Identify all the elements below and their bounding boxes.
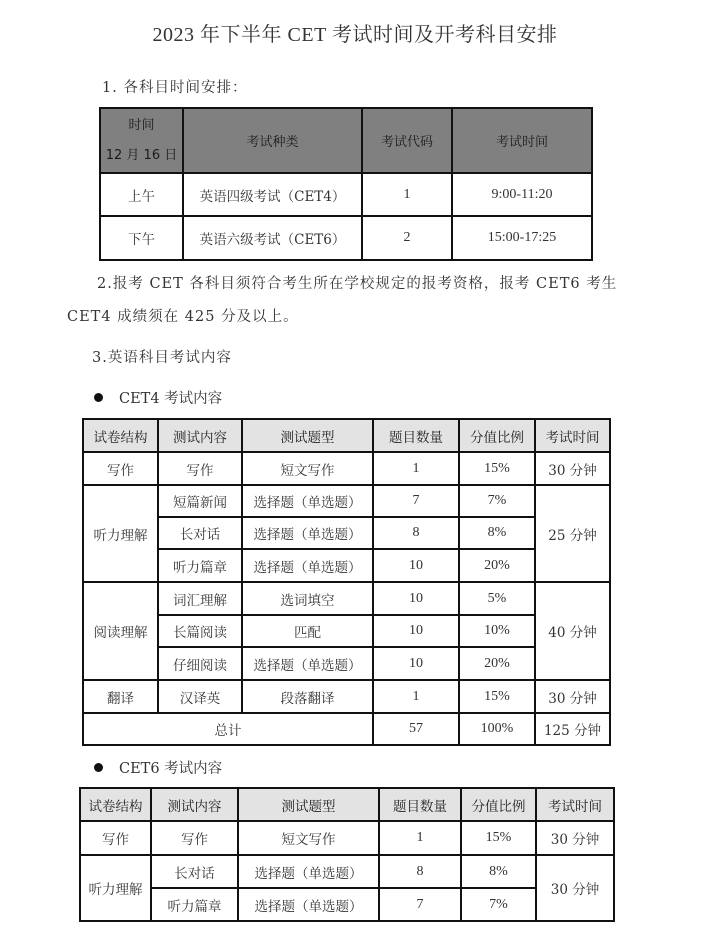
cet4-header-row (83, 419, 610, 452)
question-type-cell: 选择题（单选题） (242, 517, 373, 549)
ratio-cell: 15% (459, 680, 535, 713)
question-type-cell: 短文写作 (238, 821, 379, 855)
duration-cell: 30 分钟 (536, 855, 614, 921)
exam-type-cell: 英语四级考试（CET4） (183, 173, 362, 216)
count-cell: 1 (373, 680, 459, 713)
period-cell: 下午 (100, 216, 183, 260)
question-type-cell: 选择题（单选题） (242, 647, 373, 680)
exam-type-cell: 英语六级考试（CET6） (183, 216, 362, 260)
page-title: 2023 年下半年 CET 考试时间及开考科目安排 (152, 24, 558, 46)
content-cell: 仔细阅读 (158, 647, 242, 680)
question-type-cell: 匹配 (242, 615, 373, 647)
header-structure: 试卷结构 (83, 419, 158, 452)
ratio-cell: 20% (459, 647, 535, 680)
table-row (83, 647, 610, 680)
count-cell: 1 (379, 821, 461, 855)
exam-time-cell: 9:00-11:20 (452, 173, 592, 216)
cet6-content-table (79, 787, 615, 922)
count-cell: 10 (373, 615, 459, 647)
count-cell: 10 (373, 647, 459, 680)
header-ratio: 分值比例 (459, 419, 535, 452)
cet4-content-table (82, 418, 611, 746)
count-cell: 10 (373, 549, 459, 582)
table-row (83, 485, 610, 517)
content-cell: 写作 (158, 452, 242, 485)
structure-cell: 阅读理解 (83, 582, 158, 680)
content-cell: 长篇阅读 (158, 615, 242, 647)
section1-heading: 1. 各科目时间安排： (102, 80, 248, 96)
header-time-label: 时间 (128, 117, 155, 133)
header-ratio: 分值比例 (461, 788, 536, 821)
period-cell: 上午 (100, 173, 183, 216)
bullet-icon (94, 763, 103, 772)
count-cell: 8 (379, 855, 461, 888)
eligibility-line-1: 2.报考 CET 各科目须符合考生所在学校规定的报考资格，报考 CET6 考生 (97, 276, 618, 292)
content-cell: 听力篇章 (151, 888, 238, 921)
question-type-cell: 选词填空 (242, 582, 373, 615)
eligibility-line-2: CET4 成绩须在 425 分及以上。 (67, 309, 299, 325)
header-content: 测试内容 (151, 788, 238, 821)
ratio-cell: 20% (459, 549, 535, 582)
content-cell: 短篇新闻 (158, 485, 242, 517)
total-label: 总计 (83, 713, 373, 745)
table-row (80, 821, 614, 855)
structure-cell: 写作 (80, 821, 151, 855)
ratio-cell: 5% (459, 582, 535, 615)
table-row (83, 549, 610, 582)
exam-code-cell: 1 (362, 173, 452, 216)
cet4-bullet-label: CET4 考试内容 (119, 391, 223, 407)
total-ratio: 100% (459, 713, 535, 745)
total-duration: 125 分钟 (535, 713, 610, 745)
exam-code-cell: 2 (362, 216, 452, 260)
count-cell: 7 (373, 485, 459, 517)
count-cell: 8 (373, 517, 459, 549)
duration-cell: 30 分钟 (535, 452, 610, 485)
header-count: 题目数量 (379, 788, 461, 821)
duration-cell: 30 分钟 (535, 680, 610, 713)
header-duration: 考试时间 (536, 788, 614, 821)
header-duration: 考试时间 (535, 419, 610, 452)
structure-cell: 写作 (83, 452, 158, 485)
content-cell: 长对话 (151, 855, 238, 888)
schedule-table (99, 107, 593, 261)
header-content: 测试内容 (158, 419, 242, 452)
table-row (83, 582, 610, 615)
question-type-cell: 段落翻译 (242, 680, 373, 713)
question-type-cell: 选择题（单选题） (238, 855, 379, 888)
ratio-cell: 8% (461, 855, 536, 888)
schedule-row (100, 216, 592, 260)
table-row (80, 888, 614, 921)
ratio-cell: 15% (459, 452, 535, 485)
question-type-cell: 选择题（单选题） (238, 888, 379, 921)
table-row (83, 452, 610, 485)
ratio-cell: 15% (461, 821, 536, 855)
table-row (83, 615, 610, 647)
total-count: 57 (373, 713, 459, 745)
cet6-header-row (80, 788, 614, 821)
bullet-icon (94, 393, 103, 402)
header-count: 题目数量 (373, 419, 459, 452)
ratio-cell: 8% (459, 517, 535, 549)
total-row (83, 713, 610, 745)
count-cell: 10 (373, 582, 459, 615)
header-question-type: 测试题型 (238, 788, 379, 821)
content-cell: 长对话 (158, 517, 242, 549)
section3-heading: 3.英语科目考试内容 (92, 350, 232, 366)
duration-cell: 30 分钟 (536, 821, 614, 855)
duration-cell: 25 分钟 (535, 485, 610, 582)
question-type-cell: 短文写作 (242, 452, 373, 485)
exam-time-cell: 15:00-17:25 (452, 216, 592, 260)
schedule-row (100, 173, 592, 216)
content-cell: 汉译英 (158, 680, 242, 713)
header-date-label: 12 月 16 日 (105, 147, 178, 163)
header-date (100, 108, 183, 173)
table-row (80, 855, 614, 888)
content-cell: 听力篇章 (158, 549, 242, 582)
header-question-type: 测试题型 (242, 419, 373, 452)
cet6-bullet-label: CET6 考试内容 (119, 761, 223, 777)
header-exam-code: 考试代码 (362, 108, 452, 173)
table-row (83, 680, 610, 713)
structure-cell: 翻译 (83, 680, 158, 713)
ratio-cell: 7% (461, 888, 536, 921)
structure-cell: 听力理解 (80, 855, 151, 921)
header-structure: 试卷结构 (80, 788, 151, 821)
question-type-cell: 选择题（单选题） (242, 485, 373, 517)
question-type-cell: 选择题（单选题） (242, 549, 373, 582)
count-cell: 1 (373, 452, 459, 485)
ratio-cell: 10% (459, 615, 535, 647)
ratio-cell: 7% (459, 485, 535, 517)
schedule-header-row (100, 108, 592, 173)
cet6-bullet (94, 757, 222, 778)
header-exam-time: 考试时间 (452, 108, 592, 173)
duration-cell: 40 分钟 (535, 582, 610, 680)
content-cell: 词汇理解 (158, 582, 242, 615)
count-cell: 7 (379, 888, 461, 921)
header-exam-type: 考试种类 (183, 108, 362, 173)
structure-cell: 听力理解 (83, 485, 158, 582)
cet4-bullet (94, 387, 222, 408)
content-cell: 写作 (151, 821, 238, 855)
table-row (83, 517, 610, 549)
